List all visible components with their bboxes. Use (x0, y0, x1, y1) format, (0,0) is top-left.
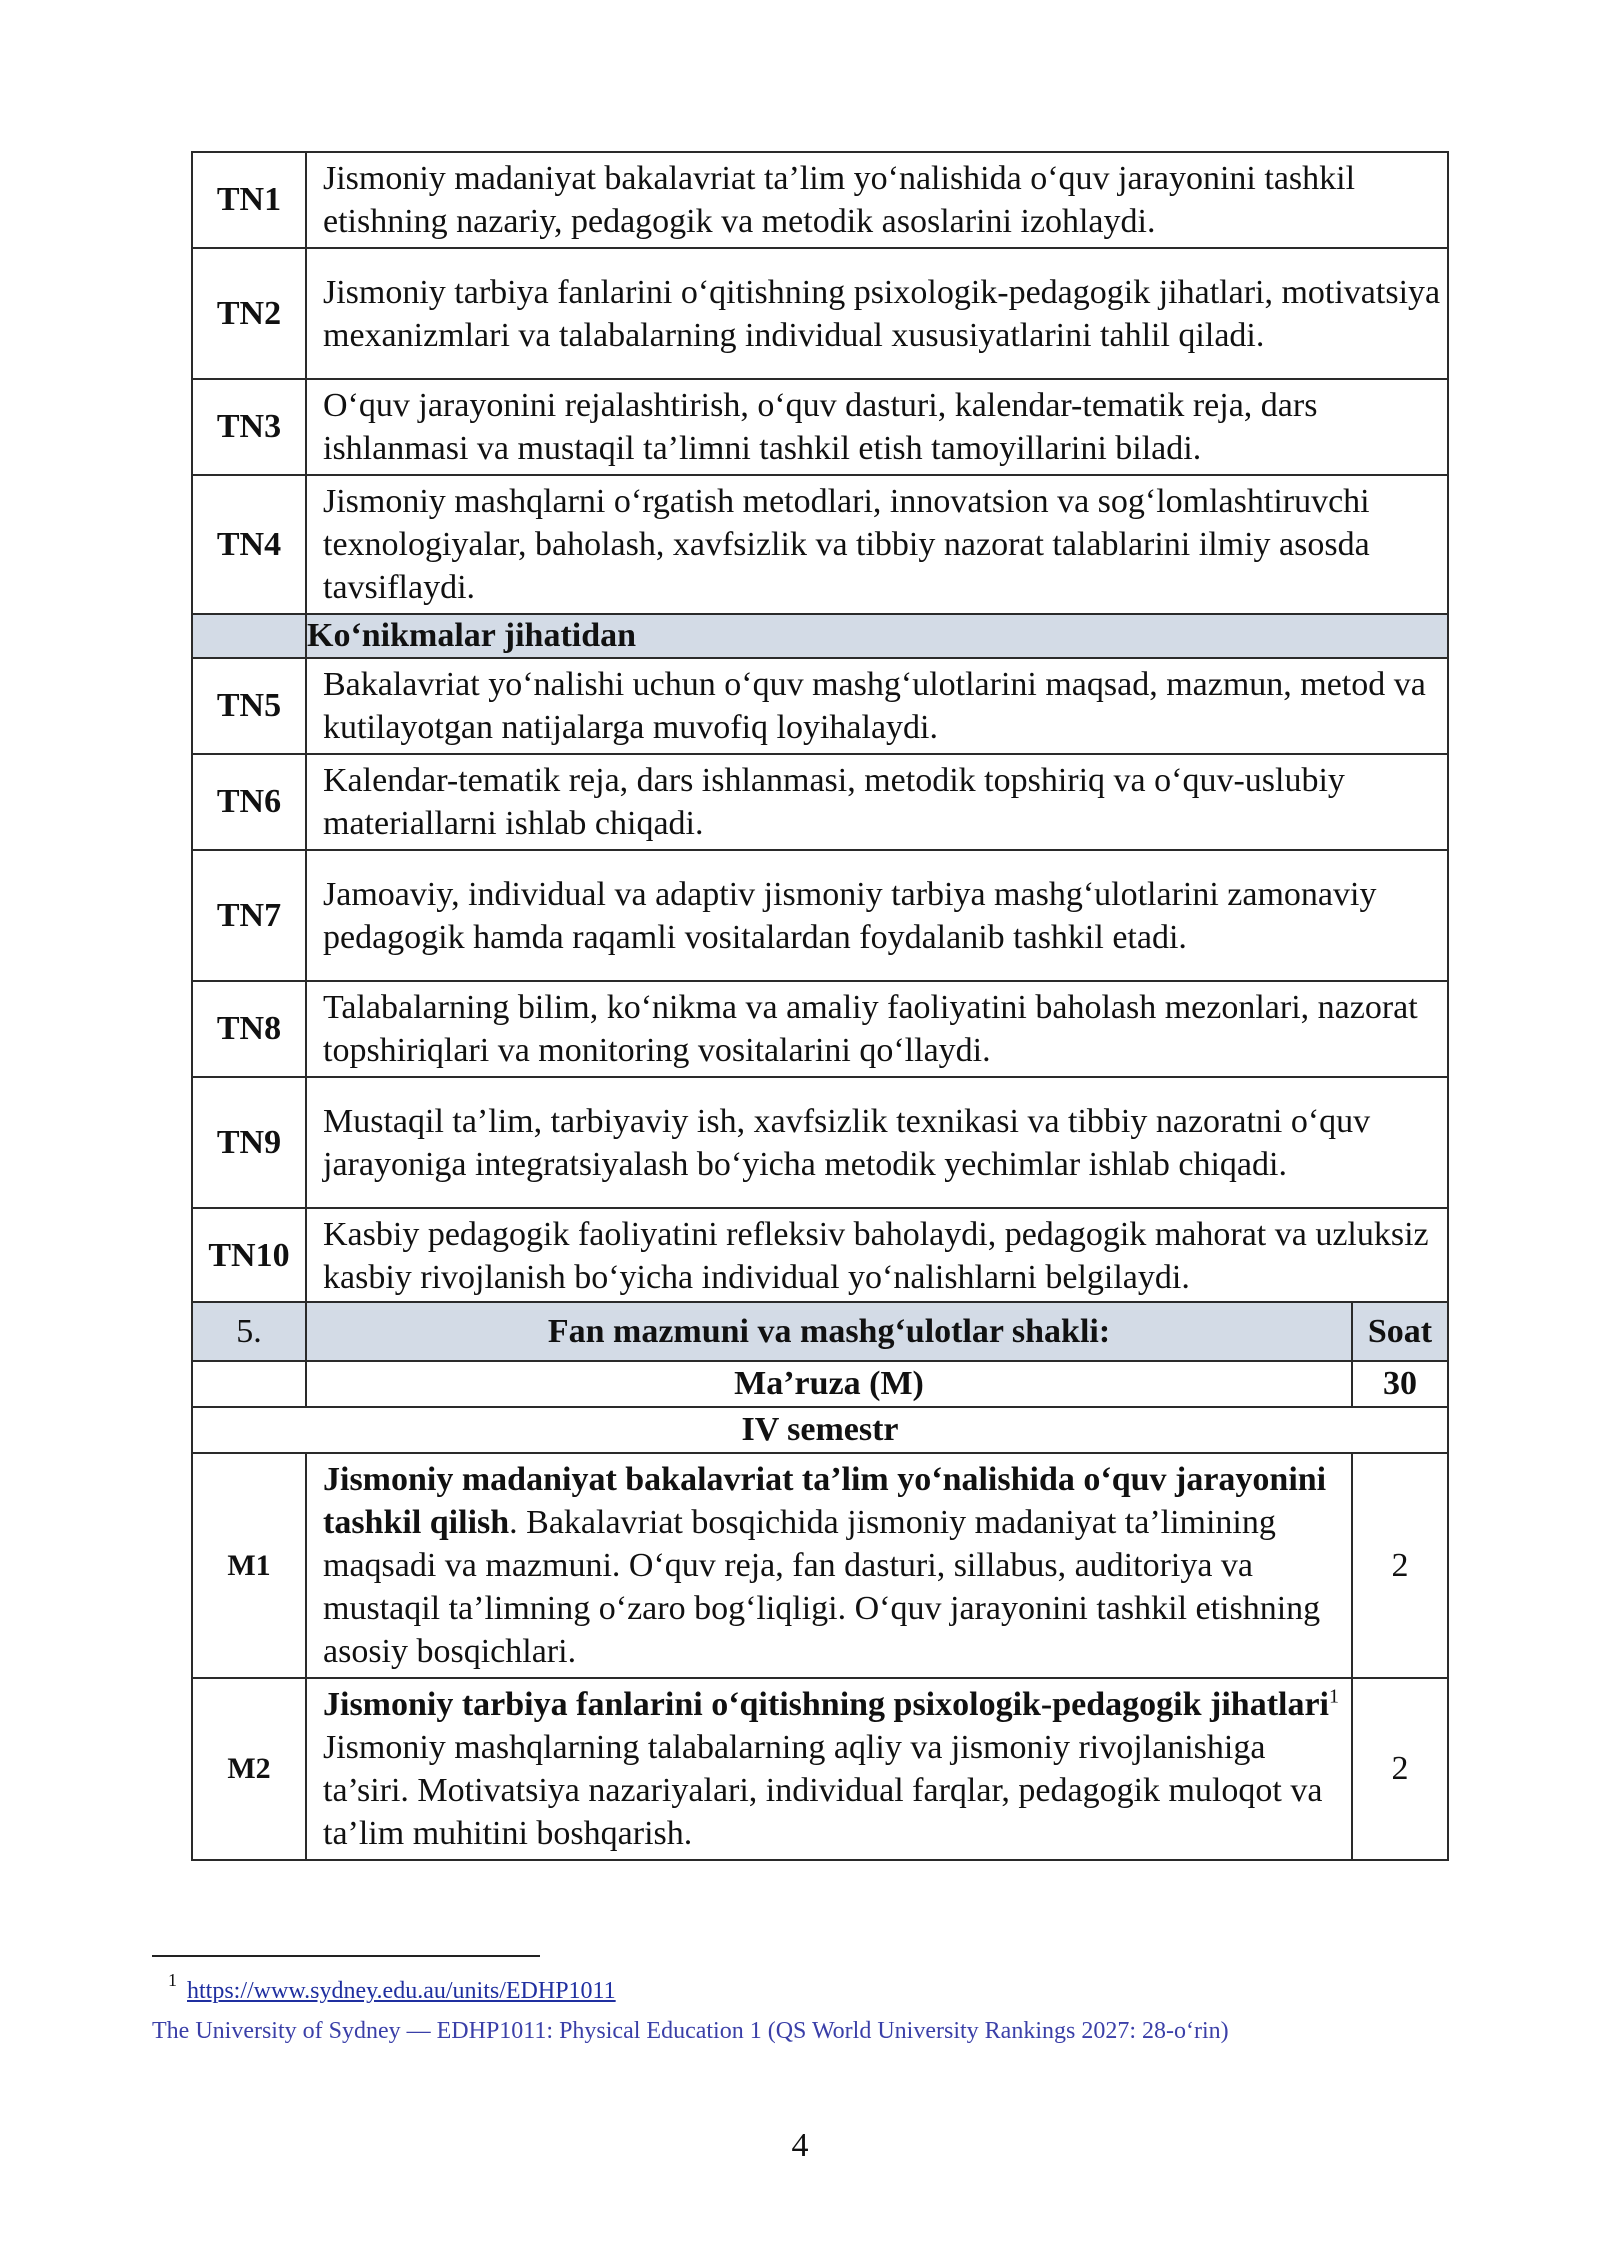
table-row (192, 248, 1448, 379)
lecture-row-hours: 2 (1352, 1678, 1448, 1860)
table-row (192, 1077, 1448, 1208)
section-heading-row (192, 614, 1448, 658)
outcome-code: TN4 (192, 475, 306, 614)
table-row (192, 379, 1448, 475)
footnote-link[interactable]: https://www.sydney.edu.au/units/EDHP1011 (187, 1978, 616, 2004)
empty-cell (192, 1361, 306, 1407)
learning-outcomes-table (191, 151, 1449, 1305)
table-row (192, 475, 1448, 614)
table-row (192, 152, 1448, 248)
outcome-code: TN7 (192, 850, 306, 981)
lecture-row (192, 1361, 1448, 1407)
outcome-code: TN9 (192, 1077, 306, 1208)
footnote-source: The University of Sydney — EDHP1011: Physical Education 1 (QS World University Rankings 2027: 28-o‘rin) (152, 2018, 1229, 2044)
outcome-text: Mustaqil ta’lim, tarbiyaviy ish, xavfsizlik texnikasi va tibbiy nazoratni o‘quv jarayoniga integratsiyalash bo‘yicha metodik yechimlar ishlab chiqadi. (306, 1077, 1448, 1208)
outcome-text: Jamoaviy, individual va adaptiv jismoniy tarbiya mashg‘ulotlarini zamonaviy pedagogik hamda raqamli vositalardan foydalanib tashkil etadi. (306, 850, 1448, 981)
content-header-row (192, 1302, 1448, 1361)
lecture-code: M1 (192, 1453, 306, 1678)
page-number: 4 (791, 2127, 809, 2164)
semester-row (192, 1407, 1448, 1453)
outcome-code: TN6 (192, 754, 306, 850)
lecture-description (306, 1453, 1352, 1678)
section-heading: Ko‘nikmalar jihatidan (306, 614, 1448, 658)
outcome-text: Jismoniy tarbiya fanlarini o‘qitishning psixologik-pedagogik jihatlari, motivatsiya mexanizmlari va talabalarning individual xususiyatlarini tahlil qiladi. (306, 248, 1448, 379)
table-row (192, 1453, 1448, 1678)
lecture-hours: 30 (1352, 1361, 1448, 1407)
outcome-code: TN10 (192, 1208, 306, 1304)
outcome-code: TN5 (192, 658, 306, 754)
lecture-description (306, 1678, 1352, 1860)
lecture-text: . Bakalavriat bosqichida jismoniy madaniyat ta’limining maqsadi va mazmuni. O‘quv reja, fan dasturi, sillabus, auditoriya va mustaqil ta’limning o‘zaro bog‘liqligi. O‘quv jarayonini tashkil etishning asosiy bosqichlari. (323, 1504, 1321, 1670)
content-title: Fan mazmuni va mashg‘ulotlar shakli: (306, 1302, 1352, 1361)
table-row (192, 981, 1448, 1077)
footnote (152, 1970, 616, 2005)
outcome-text: Jismoniy mashqlarni o‘rgatish metodlari, innovatsion va sog‘lomlashtiruvchi texnologiyalar, baholash, xavfsizlik va tibbiy nazorat talablarini ilmiy asosda tavsiflaydi. (306, 475, 1448, 614)
lecture-text: Jismoniy mashqlarning talabalarning aqliy va jismoniy rivojlanishiga ta’siri. Motivatsiya nazariyalari, individual farqlar, pedagogik muloqot va ta’lim muhitini boshqarish. (323, 1729, 1323, 1852)
table-row (192, 850, 1448, 981)
outcome-text: O‘quv jarayonini rejalashtirish, o‘quv dasturi, kalendar-tematik reja, dars ishlanmasi va mustaqil ta’limni tashkil etish tamoyillarini biladi. (306, 379, 1448, 475)
lecture-title: Jismoniy madaniyat bakalavriat ta’lim yo‘nalishida o‘quv jarayonini tashkil qilish (323, 1461, 1327, 1541)
hours-header: Soat (1352, 1302, 1448, 1361)
outcome-text: Jismoniy madaniyat bakalavriat ta’lim yo‘nalishida o‘quv jarayonini tashkil etishning nazariy, pedagogik va metodik asoslarini izohlaydi. (306, 152, 1448, 248)
lecture-label: Ma’ruza (M) (306, 1361, 1352, 1407)
lecture-row-hours: 2 (1352, 1453, 1448, 1678)
outcome-text: Talabalarning bilim, ko‘nikma va amaliy faoliyatini baholash mezonlari, nazorat topshiriqlari va monitoring vositalarini qo‘llaydi. (306, 981, 1448, 1077)
footnote-mark: 1 (168, 1970, 177, 1990)
outcome-text: Kasbiy pedagogik faoliyatini refleksiv baholaydi, pedagogik mahorat va uzluksiz kasbiy rivojlanish bo‘yicha individual yo‘nalishlarni belgilaydi. (306, 1208, 1448, 1304)
footnote-reference[interactable]: 1 (1329, 1685, 1340, 1708)
table-row (192, 658, 1448, 754)
course-content-table (191, 1301, 1449, 1861)
footnote-separator (152, 1955, 540, 1957)
outcome-code: TN3 (192, 379, 306, 475)
table-row (192, 754, 1448, 850)
table-row (192, 1208, 1448, 1304)
outcome-text: Kalendar-tematik reja, dars ishlanmasi, metodik topshiriq va o‘quv-uslubiy materiallarni ishlab chiqadi. (306, 754, 1448, 850)
section-empty-cell (192, 614, 306, 658)
outcome-code: TN1 (192, 152, 306, 248)
lecture-title: Jismoniy tarbiya fanlarini o‘qitishning psixologik-pedagogik jihatlari (323, 1686, 1330, 1723)
lecture-code: M2 (192, 1678, 306, 1860)
table-row (192, 1678, 1448, 1860)
outcome-code: TN8 (192, 981, 306, 1077)
outcome-code: TN2 (192, 248, 306, 379)
outcome-text: Bakalavriat yo‘nalishi uchun o‘quv mashg‘ulotlarini maqsad, mazmun, metod va kutilayotgan natijalarga muvofiq loyihalaydi. (306, 658, 1448, 754)
semester-label: IV semestr (192, 1407, 1448, 1453)
section-number: 5. (192, 1302, 306, 1361)
